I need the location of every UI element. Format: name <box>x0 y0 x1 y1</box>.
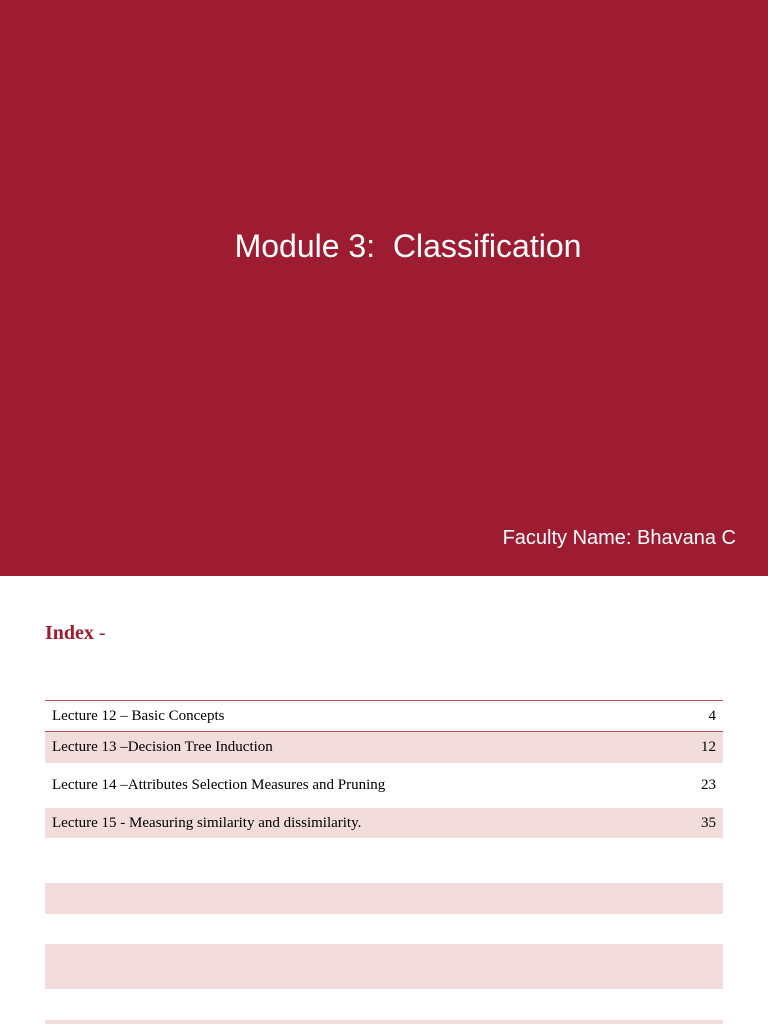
page-number: 35 <box>701 814 716 831</box>
index-heading-text: Index <box>45 622 94 644</box>
lecture-title: Lecture 12 – Basic Concepts <box>52 707 225 724</box>
faculty-name: Faculty Name: Bhavana C <box>502 527 736 549</box>
table-row-empty <box>45 944 723 989</box>
index-heading <box>45 622 106 645</box>
table-row <box>45 763 723 808</box>
lecture-title: Lecture 14 –Attributes Selection Measures and Pruning <box>52 777 386 793</box>
page-number: 4 <box>708 707 716 724</box>
page-number: 23 <box>701 777 716 793</box>
table-row-empty <box>45 838 723 883</box>
table-row-empty <box>45 914 723 944</box>
table-row-empty <box>45 1020 723 1024</box>
page-number: 12 <box>701 739 716 755</box>
table-row-empty <box>45 883 723 914</box>
table-row <box>45 700 723 732</box>
module-title: Module 3: Classification <box>234 228 582 264</box>
index-heading-dash: - <box>93 622 106 644</box>
table-row <box>45 808 723 838</box>
table-row <box>45 732 723 763</box>
table-row-empty <box>45 989 723 1020</box>
lecture-title: Lecture 15 - Measuring similarity and dissimilarity. <box>52 814 362 831</box>
lecture-title: Lecture 13 –Decision Tree Induction <box>52 739 273 755</box>
